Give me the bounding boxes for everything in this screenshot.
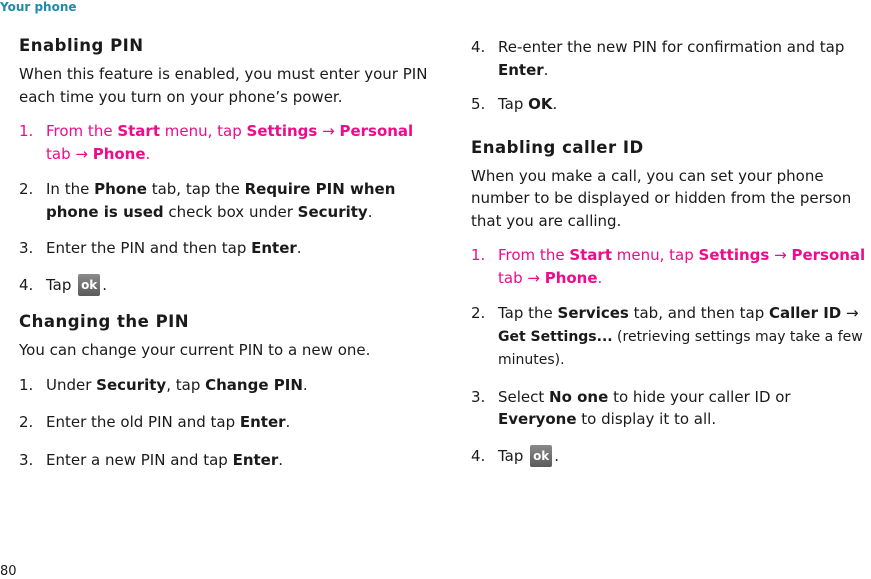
step-item (471, 244, 871, 289)
step-number: 2. (19, 413, 34, 431)
step-number: 3. (471, 387, 486, 406)
page-header-title: Your phone (0, 0, 77, 14)
step-number: 1. (19, 122, 34, 140)
step-text: Select (498, 387, 550, 406)
ok-icon: ok (78, 274, 100, 296)
heading-enabling-pin: Enabling PIN (19, 36, 144, 55)
step-bold: Require PIN when phone is used (46, 180, 396, 221)
step-text: to hide your caller ID or (608, 387, 791, 406)
step-item (19, 411, 429, 434)
step-bold: Enter (498, 60, 544, 79)
step-text: . (102, 275, 107, 294)
changing-pin-steps-right (471, 36, 871, 116)
step-bold: Start (117, 122, 160, 140)
step-text: → (769, 246, 792, 264)
step-item (19, 449, 429, 472)
step-text: tab, and then tap (628, 304, 769, 322)
ok-icon: ok (530, 445, 552, 467)
step-text: In the (46, 180, 95, 198)
step-text: Enter the PIN and then tap (46, 239, 252, 257)
step-text: . (554, 446, 559, 465)
step-number: 4. (471, 446, 486, 465)
step-bold: Get Settings... (498, 328, 613, 345)
changing-pin-steps-left (19, 374, 429, 472)
step-number: 1. (471, 246, 486, 264)
step-bold: Enter (239, 413, 286, 431)
step-bold: OK (528, 95, 553, 113)
page-number: 80 (0, 564, 17, 579)
enabling-pin-intro: When this feature is enabled, you must enter your PIN each time you turn on your phone’s power. (19, 65, 428, 106)
step-number: 3. (19, 450, 34, 469)
step-text: Tap the (498, 304, 558, 322)
step-text: menu, tap (612, 246, 699, 264)
step-text: . (597, 268, 603, 287)
step-item (471, 445, 871, 468)
step-text: Under (46, 375, 97, 394)
step-item (471, 36, 871, 81)
step-text: tab → (46, 144, 93, 163)
step-text: . (278, 450, 284, 469)
step-number: 1. (19, 375, 34, 394)
step-bold: Security (96, 375, 167, 394)
step-bold: Phone (94, 180, 147, 198)
step-text: → (317, 122, 340, 140)
step-text: Tap (498, 446, 524, 465)
enabling-pin-steps (19, 120, 429, 296)
step-text: . (552, 95, 558, 113)
step-bold: No one (549, 387, 609, 406)
step-text: From the (498, 246, 570, 264)
step-bold: Phone (544, 268, 598, 287)
step-text: , tap (166, 375, 206, 394)
step-text: From the (46, 122, 118, 140)
step-text: . (302, 375, 308, 394)
step-text: . (367, 202, 373, 221)
step-bold: Phone (92, 144, 146, 163)
step-item (19, 237, 429, 260)
caller-id-intro: When you make a call, you can set your phone number to be displayed or hidden from the person that you are calling. (471, 166, 852, 230)
step-bold: Everyone (498, 410, 577, 428)
caller-id-steps (471, 244, 871, 467)
step-number: 2. (19, 180, 34, 198)
step-text: . (285, 413, 291, 431)
step-bold: Services (557, 304, 629, 322)
step-bold: Settings (698, 246, 770, 264)
step-text: tab, tap the (146, 180, 245, 198)
step-bold: Start (569, 246, 612, 264)
step-text: Re-enter the new PIN for confirmation and tap (498, 38, 845, 56)
step-item (19, 274, 429, 297)
step-item (471, 93, 871, 116)
step-number: 3. (19, 239, 34, 257)
step-text: to display it to all. (576, 410, 717, 428)
left-column (19, 36, 429, 471)
step-text: check box under (163, 202, 298, 221)
step-text: tab → (498, 268, 545, 287)
step-text: . (543, 60, 549, 79)
step-item (19, 120, 429, 165)
step-item (471, 386, 871, 431)
step-item (19, 374, 429, 397)
step-bold: Personal (339, 122, 414, 140)
step-text: → (841, 304, 859, 322)
step-bold: Caller ID (769, 304, 842, 322)
step-text: Enter a new PIN and tap (46, 450, 233, 469)
heading-changing-pin: Changing the PIN (19, 312, 190, 331)
step-number: 4. (19, 275, 34, 294)
step-number: 4. (471, 38, 486, 56)
step-bold: Change PIN (205, 375, 303, 394)
step-text: . (145, 144, 151, 163)
step-bold: Personal (791, 246, 866, 264)
step-text: . (296, 239, 302, 257)
step-text: Tap (46, 275, 72, 294)
step-item (471, 302, 871, 372)
step-text: Tap (498, 95, 529, 113)
step-bold: Enter (251, 239, 297, 257)
step-text: Enter the old PIN and tap (46, 413, 240, 431)
heading-enabling-caller-id: Enabling caller ID (471, 137, 644, 157)
changing-pin-intro: You can change your current PIN to a new one. (19, 341, 371, 359)
step-bold: Security (297, 202, 368, 221)
step-number: 2. (471, 304, 486, 322)
step-text: menu, tap (160, 122, 247, 140)
right-column (471, 36, 871, 467)
step-bold: Settings (246, 122, 318, 140)
step-text: (retrieving settings may take a few minutes). (498, 328, 863, 368)
step-item (19, 178, 429, 223)
step-number: 5. (471, 95, 486, 113)
step-bold: Enter (232, 450, 279, 469)
